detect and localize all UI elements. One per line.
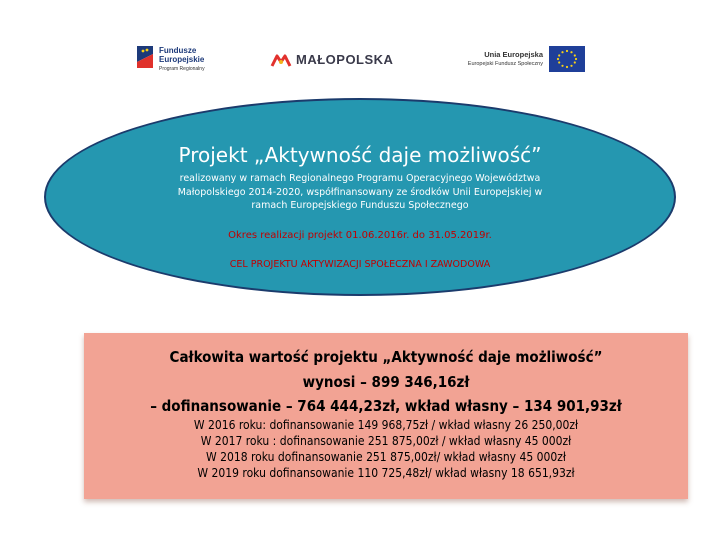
eu-logo [463, 44, 585, 78]
malopolska-logo-text: MAŁOPOLSKA [296, 52, 394, 67]
value-year-2017: W 2017 roku : dofinansowanie 251 875,00zł / wkład własny 45 000zł [200, 434, 572, 448]
eu-logo-line2: Europejski Fundusz Społeczny [467, 61, 543, 67]
value-year-2018: W 2018 roku dofinansowanie 251 875,00zł/ wkład własny 45 000zł [205, 450, 566, 464]
fe-logo-line1: Fundusze [159, 46, 197, 55]
eu-logo-line1: Unia Europejska [484, 50, 543, 59]
eu-flag-icon [549, 46, 585, 72]
project-description: realizowany w ramach Regionalnego Programu Operacyjnego Województwa Małopolskiego 2014-2020, współfinansowany ze środków Unii Europejskiej w ramach Europejskiego Funduszu Społecznego [177, 173, 543, 211]
value-total: wynosi – 899 346,16zł [302, 373, 470, 391]
malopolska-logo [270, 50, 410, 72]
project-dates: Okres realizacji projekt 01.06.2016r. do 31.05.2019r. [228, 230, 492, 241]
project-goal: CEL PROJEKTU AKTYWIZACJI SPOŁECZNA I ZAWODOWA [229, 259, 491, 270]
value-year-2019: W 2019 roku dofinansowanie 110 725,48zł/ wkład własny 18 651,93zł [197, 466, 575, 480]
fe-logo-line2: Europejskie [159, 55, 205, 64]
fe-flag-icon [135, 44, 155, 70]
value-year-2016: W 2016 roku: dofinansowanie 149 968,75zł / wkład własny 26 250,00zł [193, 418, 579, 432]
project-title: Projekt „Aktywność daje możliwość” [178, 143, 542, 167]
logo-bar [135, 38, 585, 82]
fundusze-europejskie-logo [135, 42, 225, 78]
malopolska-mark-icon [270, 52, 292, 68]
fe-logo-line3: Program Regionalny [159, 66, 205, 72]
value-heading: Całkowita wartość projektu „Aktywność daje możliwość” [169, 348, 603, 366]
value-split: – dofinansowanie – 764 444,23zł, wkład własny – 134 901,93zł [150, 397, 622, 415]
